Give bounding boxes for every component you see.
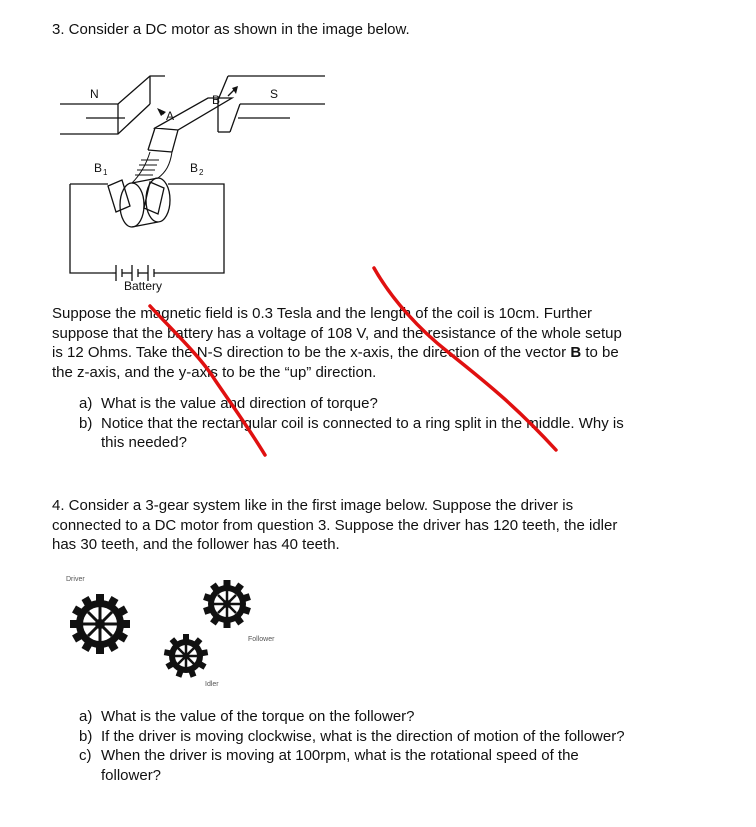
driver-gear-icon — [70, 594, 130, 654]
q3-paragraph — [52, 304, 702, 382]
q3-line-3: is 12 Ohms. Take the N-S direction to be the x-axis, the direction of the vector B to be — [52, 344, 619, 361]
label-battery: Battery — [124, 279, 163, 293]
q4-line-3: has 30 teeth, and the follower has 40 teeth. — [52, 536, 340, 553]
q4-line-2: connected to a DC motor from question 3. Suppose the driver has 120 teeth, the idler — [52, 516, 618, 534]
q4-question-a: a) What is the value of the torque on the follower? — [79, 708, 415, 725]
q3-line-4: the z-axis, and the y-axis to be the “up” direction. — [52, 363, 377, 381]
follower-gear-icon — [203, 580, 251, 628]
label-follower: Follower — [248, 636, 275, 643]
q3-question-b: b) Notice that the rectangular coil is connected to a ring split in the middle. Why is this needed? — [79, 414, 624, 451]
label-n: N — [90, 87, 99, 101]
q4-paragraph — [52, 496, 702, 555]
label-s: S — [270, 87, 279, 101]
q3-heading: 3. Consider a DC motor as shown in the image below. — [52, 21, 410, 38]
q3-line-1: Suppose the magnetic field is 0.3 Tesla and the length of the coil is 10cm. Further — [52, 305, 593, 322]
q3-question-a: a) What is the value and direction of torque? — [79, 395, 378, 412]
q4-questions — [79, 707, 699, 785]
label-idler: Idler — [205, 681, 219, 688]
q4-question-c: c) When the driver is moving at 100rpm, what is the rotational speed of the follower? — [79, 747, 579, 784]
q4-line-1: 4. Consider a 3-gear system like in the first image below. Suppose the driver is — [52, 497, 574, 514]
q3-questions — [79, 394, 689, 453]
vector-b: B — [570, 344, 582, 361]
label-b2: B — [190, 161, 199, 175]
label-b1-sub: 1 — [103, 168, 108, 177]
q4-question-b: b) If the driver is moving clockwise, what is the direction of motion of the follower? — [79, 727, 625, 745]
label-b: B — [212, 93, 221, 107]
idler-gear-icon — [164, 634, 208, 678]
q3-line-2: suppose that the battery has a voltage of 108 V, and the resistance of the whole setup — [52, 324, 622, 342]
label-driver: Driver — [66, 576, 85, 583]
label-b1: B — [94, 161, 103, 175]
label-b2-sub: 2 — [199, 168, 204, 177]
label-a: A — [166, 109, 175, 123]
